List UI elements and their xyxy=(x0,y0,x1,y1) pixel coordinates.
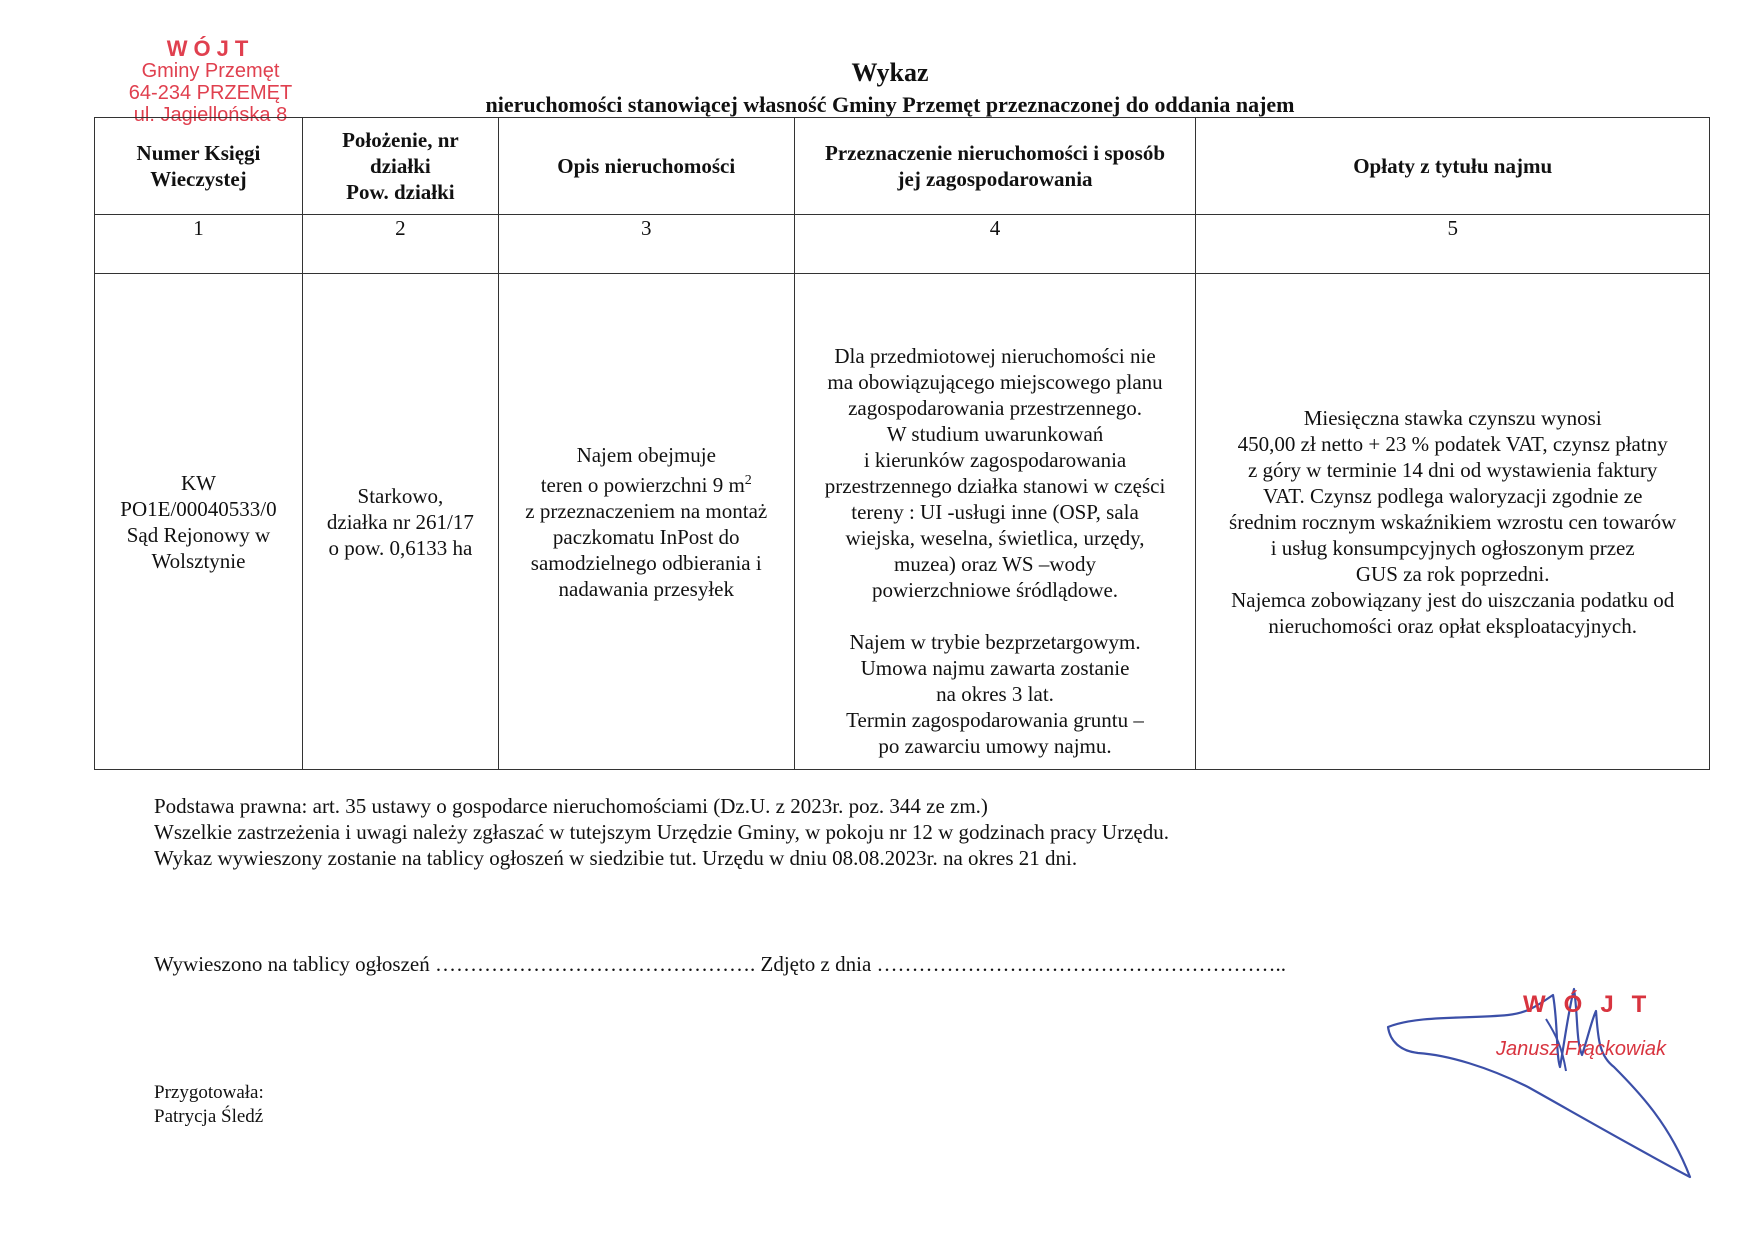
posting-note: Wykaz wywieszony zostanie na tablicy ogłoszeń w siedzibie tut. Urzędu w dniu 08.08.2023r. na okres 21 dni. xyxy=(154,846,1078,870)
column-number-3: 3 xyxy=(498,215,794,274)
cell-kw-number: KW PO1E/00040533/0 Sąd Rejonowy w Wolsztynie xyxy=(95,274,303,770)
cell-fees: Miesięczna stawka czynszu wynosi 450,00 zł netto + 23 % podatek VAT, czynsz płatny z góry w terminie 14 dni od wystawienia faktury VAT. Czynsz podlega waloryzacji zgodnie ze średnim rocznym wskaźnikiem wzrostu cen towarów i usług konsumpcyjnych ogłoszonym przez GUS za rok poprzedni. Najemca zobowiązany jest do uiszczania podatku od nieruchomości oraz opłat eksploatacyjnych. xyxy=(1196,274,1710,770)
area-unit-superscript: 2 xyxy=(744,472,752,488)
cell-description xyxy=(498,274,794,770)
table-number-row xyxy=(95,215,1710,274)
header-purpose: Przeznaczenie nieruchomości i sposób jej zagospodarowania xyxy=(794,118,1196,215)
signature-stamp-name: Janusz Frąckowiak xyxy=(1496,1038,1667,1060)
stamp-title: WÓJT xyxy=(166,36,255,61)
header-kw-number: Numer Księgi Wieczystej xyxy=(95,118,303,215)
description-line-1: Najem obejmuje xyxy=(576,442,716,467)
objections-note: Wszelkie zastrzeżenia i uwagi należy zgłaszać w tutejszym Urzędzie Gminy, w pokoju nr 12 w godzinach pracy Urzędu. xyxy=(154,820,1169,844)
stamp-line-3: ul. Jagiellońska 8 xyxy=(133,104,288,126)
signature-stamp-title: WÓJT xyxy=(1523,991,1665,1018)
property-table xyxy=(94,117,1710,770)
document-title: Wykaz xyxy=(851,58,929,87)
column-number-4: 4 xyxy=(794,215,1196,274)
table-header-row xyxy=(95,118,1710,215)
signature-stamp xyxy=(1378,975,1698,1205)
legal-basis-note: Podstawa prawna: art. 35 ustawy o gospodarce nieruchomościami (Dz.U. z 2023r. poz. 344 ze zm.) xyxy=(154,794,988,818)
header-location: Położenie, nr działki Pow. działki xyxy=(302,118,498,215)
document-subtitle: nieruchomości stanowiącej własność Gminy Przemęt przeznaczonej do oddania najem xyxy=(485,92,1295,117)
prepared-by-label: Przygotowała: xyxy=(154,1082,264,1103)
header-fees: Opłaty z tytułu najmu xyxy=(1196,118,1710,215)
column-number-2: 2 xyxy=(302,215,498,274)
cell-purpose: Dla przedmiotowej nieruchomości nie ma obowiązującego miejscowego planu zagospodarowania przestrzennego. W studium uwarunkowań i kierunków zagospodarowania przestrzennego działka stanowi w części tereny : UI -usługi inne (OSP, sala wiejska, weselna, świetlica, urzędy, muzea) oraz WS –wody powierzchniowe śródlądowe. Najem w trybie bezprzetargowym. Umowa najmu zawarta zostanie na okres 3 lat. Termin zagospodarowania gruntu – po zawarciu umowy najmu. xyxy=(794,274,1196,770)
posting-record-line: Wywieszono na tablicy ogłoszeń ………………………………………. Zdjęto z dnia ………………………………………………….. xyxy=(154,952,1287,976)
header-description: Opis nieruchomości xyxy=(498,118,794,215)
wojt-stamp-top xyxy=(118,38,303,126)
description-area-line xyxy=(505,468,788,498)
description-area-text: teren o powierzchni 9 m xyxy=(540,472,745,497)
prepared-by-name: Patrycja Śledź xyxy=(154,1106,264,1127)
table-row xyxy=(95,274,1710,770)
stamp-line-2: 64-234 PRZEMĘT xyxy=(128,82,293,104)
column-number-5: 5 xyxy=(1196,215,1710,274)
cell-location: Starkowo, działka nr 261/17 o pow. 0,6133 ha xyxy=(302,274,498,770)
description-rest: z przeznaczeniem na montaż paczkomatu InPost do samodzielnego odbierania i nadawania przesyłek xyxy=(525,498,768,601)
column-number-1: 1 xyxy=(95,215,303,274)
stamp-line-1: Gminy Przemęt xyxy=(141,60,280,82)
